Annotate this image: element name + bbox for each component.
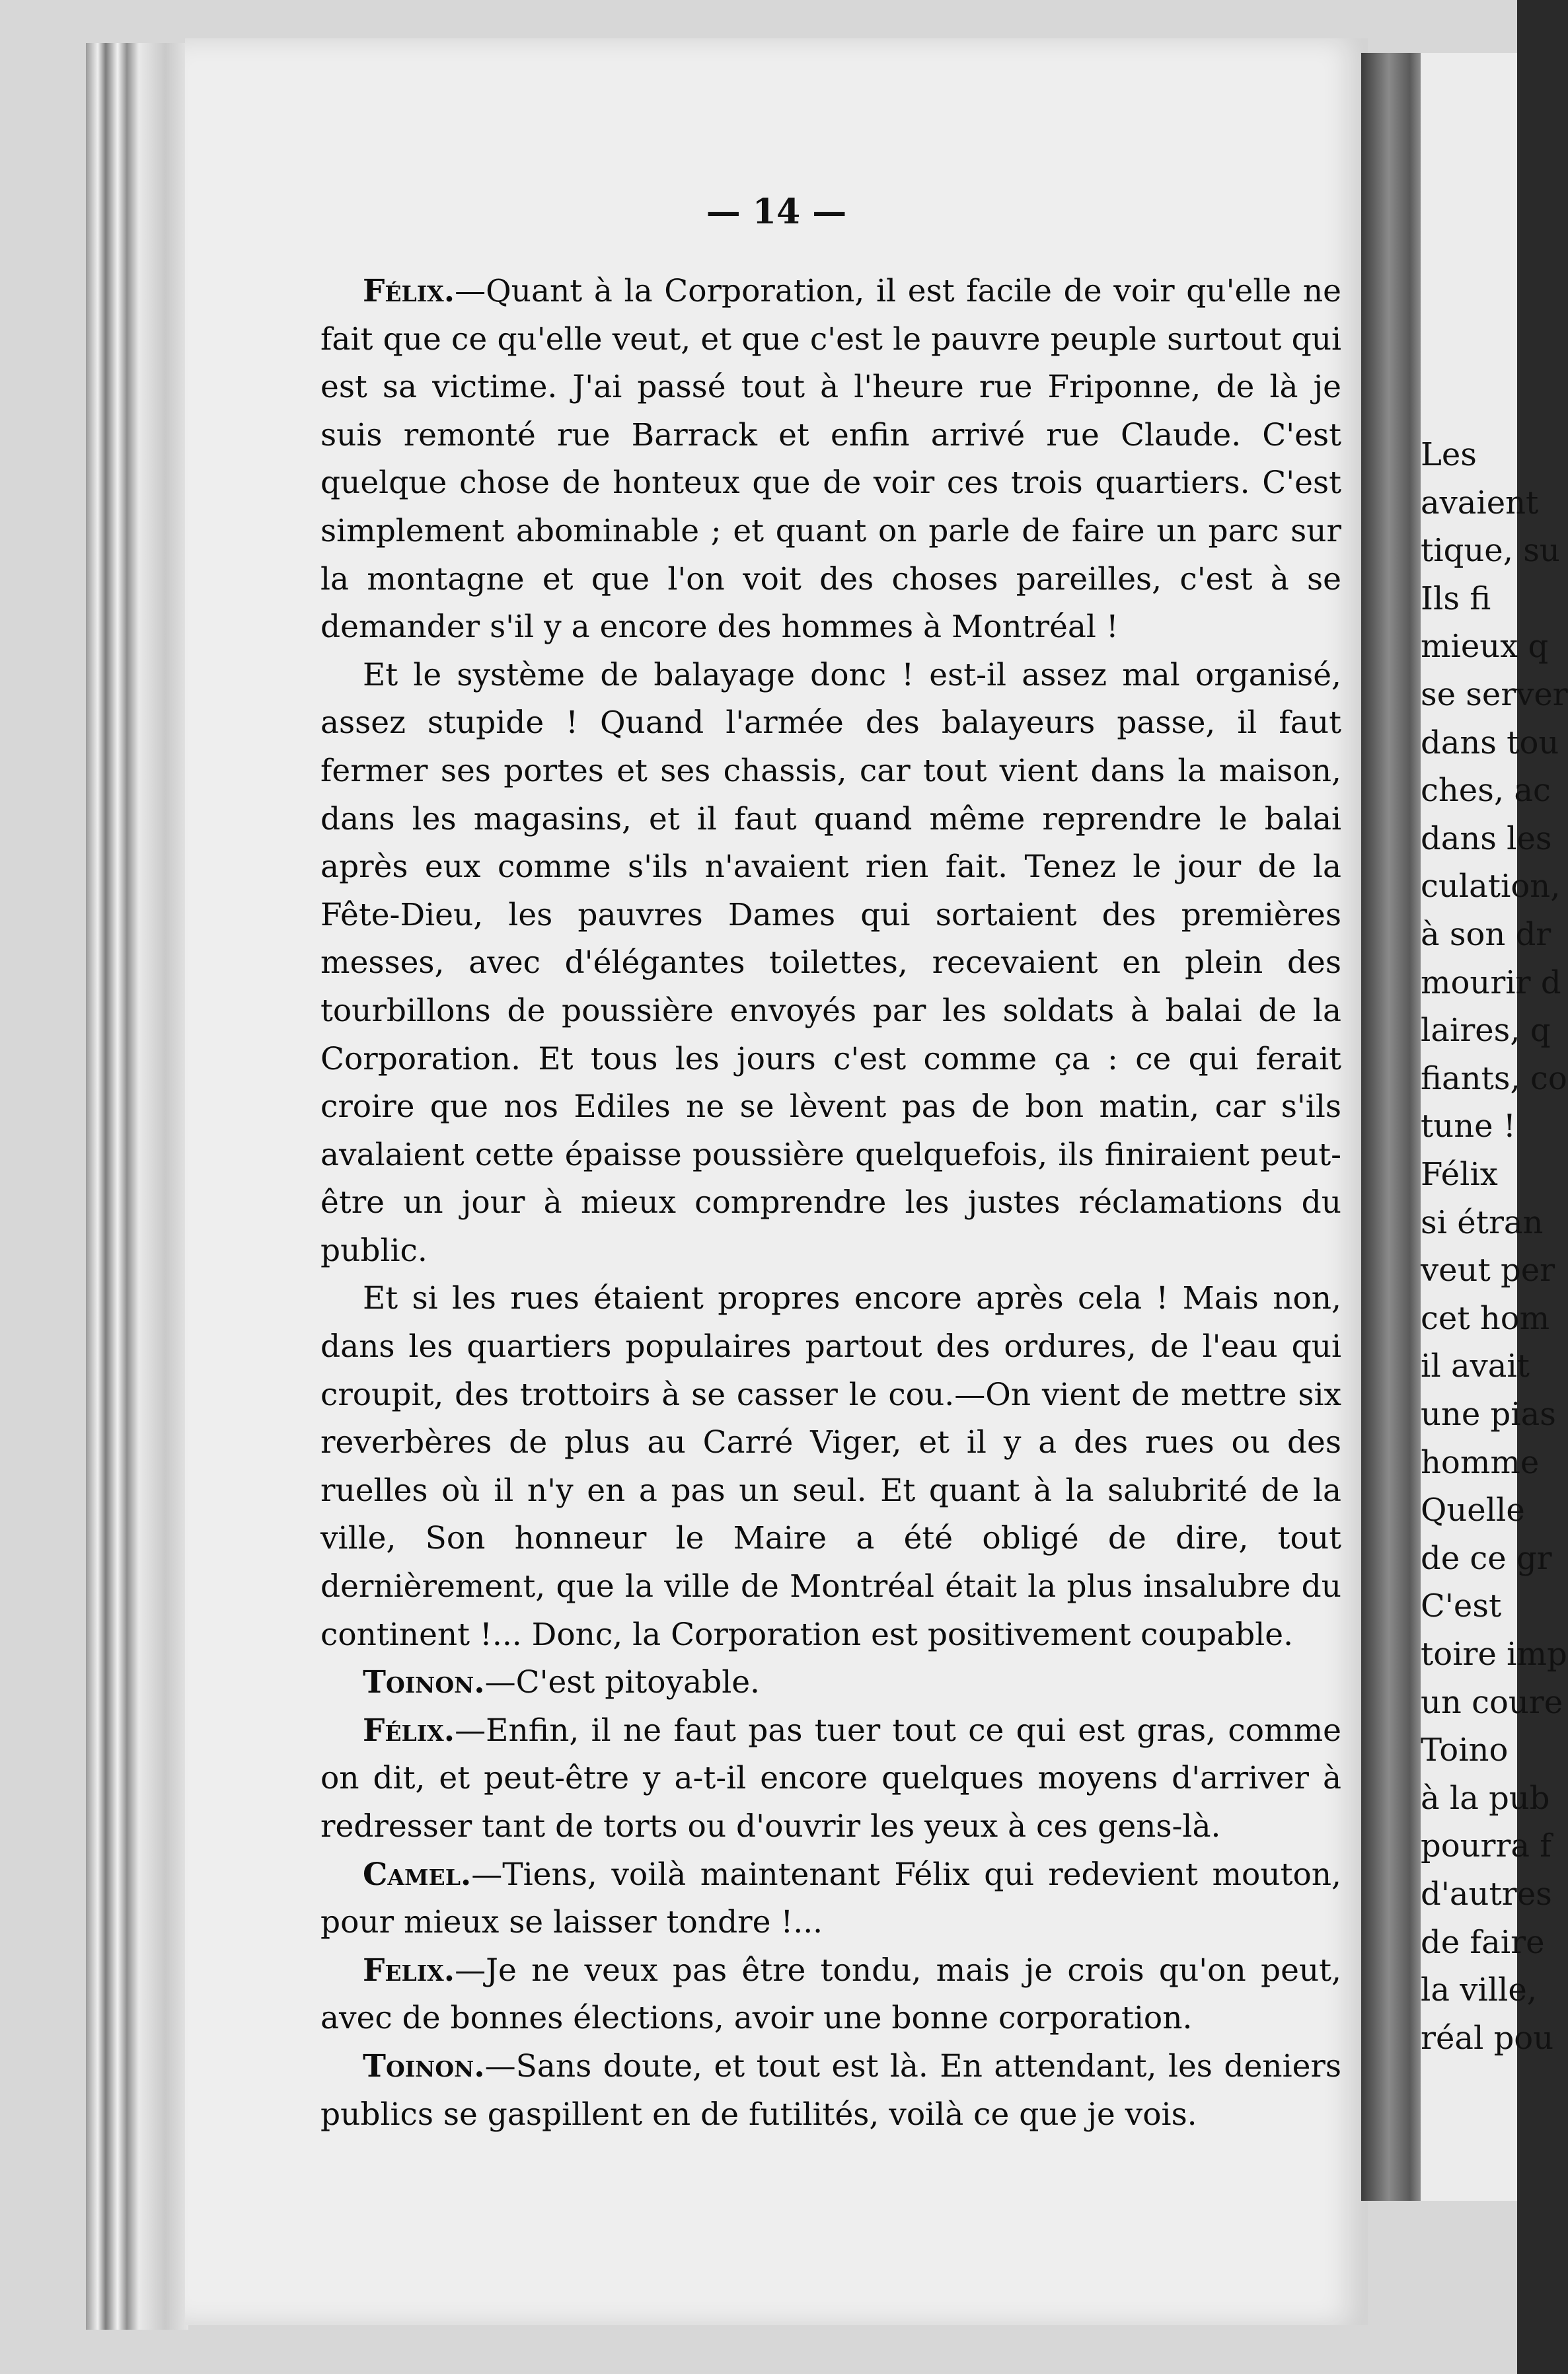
facing-page-line: Les [1421,436,1477,473]
facing-page-line: veut per [1421,1252,1555,1289]
facing-page-line: C'est [1421,1588,1502,1625]
facing-page-line: de faire [1421,1923,1545,1961]
paragraph-2 [320,652,1341,1276]
facing-page-line: un coure [1421,1683,1563,1721]
book-spine-edges [86,43,188,2330]
facing-page-line: homme [1421,1443,1540,1481]
paragraph-4 [320,1659,1341,1707]
paragraph-6 [320,1851,1341,1947]
facing-page-line: Quelle [1421,1492,1525,1529]
paragraph-3 [320,1275,1341,1659]
paragraph-text: —Tiens, voilà maintenant Félix qui redevient mouton, pour mieux se laisser tondre !... [320,1856,1341,1941]
facing-page-line: ches, ac [1421,772,1551,810]
paragraph-text: —Enfin, il ne faut pas tuer tout ce qui est gras, comme on dit, et peut-être y a-t-il encore quelques moyens d'arriver à redresser tant de torts ou d'ouvrir les yeux à ces gens-là. [320,1712,1341,1845]
paragraph-1 [320,268,1341,652]
paragraph-text: Et si les rues étaient propres encore après cela ! Mais non, dans les quartiers populaires partout des ordures, de l'eau qui croupit, des trottoirs à se casser le cou.—On vient de mettre six reverbères de plus au Carré Viger, et il y a des rues ou des ruelles où il n'y en a pas un seul. Et quant à la salubrité de la ville, Son honneur le Maire a été obligé de dire, tout dernièrement, que la ville de Montréal était la plus insalubre du continent !... Donc, la Corporation est positivement coupable. [320,1280,1341,1653]
paragraph-5 [320,1707,1341,1851]
facing-page-line: tique, su [1421,532,1560,570]
facing-page-line: fiants, co [1421,1059,1567,1097]
facing-page-line: à la pub [1421,1779,1550,1817]
facing-page-line: une pias [1421,1396,1556,1433]
page-body-text [320,268,1341,2139]
facing-page-line: dans les [1421,820,1552,857]
facing-page-line: toire imp [1421,1636,1567,1673]
paragraph-text: —Sans doute, et tout est là. En attendant, les deniers publics se gaspillent en de futilités, voilà ce que je vois. [320,2048,1341,2133]
speaker-name: Toinon. [363,2048,485,2085]
facing-page-line: réal pou [1421,2019,1554,2057]
facing-page-line: mourir d [1421,964,1561,1001]
facing-page-line: la ville, [1421,1972,1538,2009]
facing-page-line: à son dr [1421,916,1551,953]
paragraph-text: —Je ne veux pas être tondu, mais je crois qu'on peut, avec de bonnes élections, avoir une bonne corporation. [320,1952,1341,2037]
facing-page-line: Ils fi [1421,580,1491,617]
facing-page-line: d'autres [1421,1876,1552,1913]
facing-page-line: cet hom [1421,1299,1550,1337]
paragraph-7 [320,1947,1341,2043]
speaker-name: Félix. [363,273,455,309]
facing-page-line: Toino [1421,1732,1509,1769]
speaker-name: Camel. [363,1856,472,1893]
facing-page-line: Félix [1421,1156,1498,1193]
facing-page-fragment [1421,53,1568,2201]
facing-page-line: dans tou [1421,724,1559,761]
facing-page-line: il avait [1421,1348,1530,1385]
facing-page-line: tune ! [1421,1108,1516,1145]
facing-page-line: culation, [1421,868,1561,905]
speaker-name: Toinon. [363,1664,485,1701]
facing-page-line: se server [1421,676,1568,713]
paragraph-text: Et le système de balayage donc ! est-il assez mal organisé, assez stupide ! Quand l'armée des balayeurs passe, il faut fermer ses portes et ses chassis, car tout vient dans la maison, dans les magasins, et il faut quand même reprendre le balai après eux comme s'ils n'avaient rien fait. Tenez le jour de la Fête-Dieu, les pauvres Dames qui sortaient des premières messes, avec d'élégantes toilettes, recevaient en plein des tourbillons de poussière envoyés par les soldats à balai de la Corporation. Et tous les jours c'est comme ça : ce qui ferait croire que nos Ediles ne se lèvent pas de bon matin, car s'ils avalaient cette épaisse poussière quelquefois, ils finiraient peut-être un jour à mieux comprendre les justes réclamations du public. [320,656,1341,1269]
facing-page-line: avaient [1421,484,1539,521]
page-number: — 14 — [706,192,847,232]
speaker-name: Félix. [363,1712,455,1749]
paragraph-8 [320,2043,1341,2139]
speaker-name: Felix. [363,1952,455,1989]
paragraph-text: —Quant à la Corporation, il est facile de voir qu'elle ne fait que ce qu'elle veut, et que c'est le pauvre peuple surtout qui est sa victime. J'ai passé tout à l'heure rue Friponne, de là je suis remonté rue Barrack et enfin arrivé rue Claude. C'est quelque chose de honteux que de voir ces trois quartiers. C'est simplement abominable ; et quant on parle de faire un parc sur la montagne et que l'on voit des choses pareilles, c'est à se demander s'il y a encore des hommes à Montréal ! [320,273,1341,646]
facing-page-line: laires, q [1421,1012,1551,1050]
facing-page-line: si étran [1421,1204,1544,1241]
facing-page-line: de ce gr [1421,1539,1552,1577]
facing-page-line: pourra f [1421,1827,1552,1865]
paragraph-text: —C'est pitoyable. [484,1664,760,1701]
facing-page-line: mieux q [1421,628,1549,666]
